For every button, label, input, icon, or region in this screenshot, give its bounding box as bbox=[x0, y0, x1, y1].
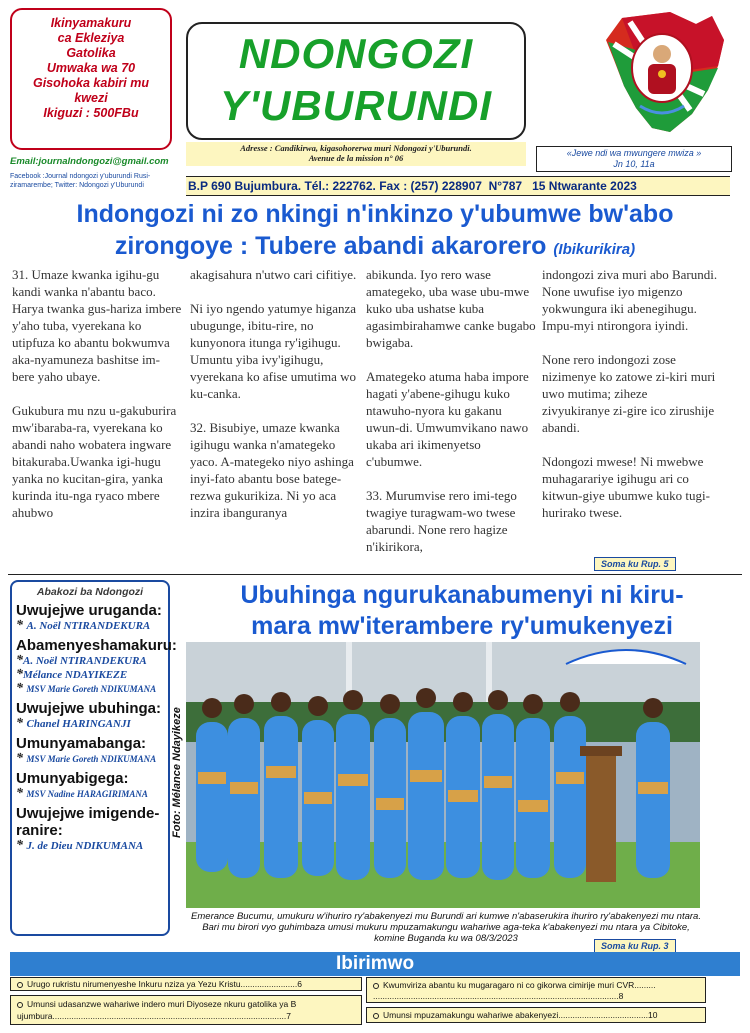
paragraph: 33. Murumvise rero imi-tego twagiye turagwam-wo twese abarundi. None rero hagize n'ikirikora, bbox=[366, 488, 517, 554]
paragraph: None rero indongozi zose nizimenye ko zatowe zi-kiri muri uwo mutima; ziheze zivyukiranye zi-gire ico zirushije abandi. bbox=[542, 352, 716, 435]
staff-role: Umunyabigega: bbox=[16, 770, 129, 787]
price-line: Ikiguzi : 500FBu bbox=[43, 106, 139, 120]
masthead-line-2: Y'UBURUNDI bbox=[220, 82, 492, 129]
address-line: Adresse : Candikirwa, kigasohorerwa muri Ndongozi y'Uburundi. bbox=[240, 143, 472, 153]
social-links: Facebook :Journal ndongozi y'uburundi Rusi-ziramarembe; Twitter: Ndongozi y'Uburundi bbox=[10, 173, 151, 189]
contents-title: Ibirimwo bbox=[335, 953, 415, 974]
paragraph: Ni iyo ngendo yatumye higanza ubugunge, ibitu-rire, no kunyonora itunga ry'igihugu. Umuntu yiba ivy'igihugu, vyerekana ko afise umutima wo ku-canka. bbox=[190, 301, 357, 401]
staff-name: *Mélance NDAYIKEZE bbox=[16, 667, 128, 682]
staff-role: Uwujejwe ubuhinga: bbox=[16, 700, 161, 717]
paragraph: akagisahura n'utwo cari cifitiye. bbox=[190, 267, 357, 282]
event-photo bbox=[186, 642, 700, 908]
info-line: Gisohoka kabiri mu bbox=[32, 76, 149, 90]
paragraph: 32. Bisubiye, umaze kwanka igihugu wanka n'amategeko yaco. A-mategeko niyo ashinga inyi-fato abantu bose batege-rezwa gukurikiza. Ni yo aca inzira ibanguranya bbox=[190, 420, 354, 520]
article-column-3 bbox=[366, 266, 536, 572]
paragraph: Amategeko atuma haba impore hagati y'abene-gihugu kuko ntawuho-nyora ku gakanu uwun-di. Umwumvikano nawo ukaba ari ikimenyetso c'ubumwe. bbox=[366, 369, 529, 469]
photo-caption: Emerance Bucumu, umukuru w'ihuriro ry'abakenyezi mu Burundi ari kumwe n'abaserukira ihuriro ry'abakenyezi mu ntara. Bari mu birori vyo guhimbaza umusi mukuru mpuzamakungu wahariwe aga-teka k'abakenyezi mu ntara ya Cibitoke, komine Buganda ku wa 08/3/2023 bbox=[191, 911, 701, 944]
headline-line: Ubuhinga ngurukanabumenyi ni kiru- bbox=[240, 581, 684, 609]
paragraph: Gukubura mu nzu u-gakuburira mw'ibaraba-ra, vyerekana ko abandi naho wobatera ingware bitakuraba.Uwanka igi-hugu yanka no kucitan-gira, yanka kurinda itu-nga ryaco mbere ahubwo bbox=[12, 403, 177, 520]
verse-quote bbox=[536, 146, 732, 172]
lead-headline[interactable] bbox=[8, 198, 742, 266]
photo-credit-text: Foto: Mélance Ndayikeze bbox=[171, 707, 183, 838]
bullet-icon bbox=[373, 983, 379, 989]
burundi-map-logo bbox=[600, 10, 730, 138]
paragraph: Ndongozi mwese! Ni mwebwe muhagarariye igihugu ari co kitwun-giye ubumwe kuko tugi-hurirako twese. bbox=[542, 454, 710, 520]
paragraph: abikunda. Iyo rero wase amategeko, uba wase ubu-mwe kuko uba ushatse kuba agasimbirahamwe canke bugabo bwigaba. bbox=[366, 267, 536, 350]
staff-role: Umunyamabanga: bbox=[16, 735, 147, 752]
continue-link-p3[interactable]: Soma ku Rup. 3 bbox=[594, 939, 676, 953]
info-line: ca Ekleziya bbox=[57, 31, 125, 45]
paragraph: 31. Umaze kwanka igihu-gu kandi wanka n'abantu baco. Harya twanka gus-hariza imbere y'aho tuba, vyerekana ko utipfuza ko abantu bokwumva aka-nyamuneza bashitse im-bere yaho ubaye. bbox=[12, 267, 182, 384]
staff-name: * MSV Nadine HARAGIRIMANA bbox=[16, 786, 148, 801]
second-headline[interactable] bbox=[184, 580, 740, 642]
staff-role: Abamenyeshamakuru: bbox=[16, 637, 177, 654]
info-line: Umwaka wa 70 bbox=[46, 61, 136, 75]
continued-tag: (Ibikurikira) bbox=[553, 241, 636, 258]
divider bbox=[8, 574, 742, 575]
issue-number: N°787 bbox=[488, 179, 523, 193]
verse-text: «Jewe ndi wa mwungere mwiza » bbox=[566, 148, 702, 158]
verse-reference: Jn 10, 11a bbox=[613, 159, 655, 169]
masthead-line-1: NDONGOZI bbox=[238, 30, 474, 77]
staff-name: * A. Noël NTIRANDEKURA bbox=[16, 618, 151, 633]
headline-line: Indongozi ni zo nkingi n'inkinzo y'ubumwe bw'abo bbox=[76, 200, 674, 228]
headline-line: mara mw'iterambere ry'umukenyezi bbox=[251, 612, 673, 640]
article-column-2 bbox=[190, 266, 360, 538]
contents-item[interactable]: Kwumviriza abantu ku mugaragaro ni co gikorwa cimirije muri CVR......... ........................................................................................................8 bbox=[366, 977, 706, 1003]
contents-item[interactable]: Umunsi udasanzwe wahariwe indero muri Diyoseze nkuru gatolika ya B ujumbura...................................................................................................7 bbox=[10, 995, 362, 1025]
staff-name: *A. Noël NTIRANDEKURA bbox=[16, 653, 147, 668]
info-line: Gatolika bbox=[66, 46, 116, 60]
issue-date: 15 Ntwarante 2023 bbox=[532, 179, 637, 193]
publication-info-box bbox=[10, 8, 172, 150]
email-address[interactable]: Email:journalndongozi@gmail.com bbox=[10, 156, 169, 167]
staff-role: Uwujejwe uruganda: bbox=[16, 602, 162, 619]
info-line: kwezi bbox=[74, 91, 108, 105]
contact-bar bbox=[186, 176, 730, 196]
headline-line: zirongoye : Tubere abandi akarorero bbox=[114, 232, 547, 260]
info-line: Ikinyamakuru bbox=[50, 16, 132, 30]
staff-caption: Abakozi ba Ndongozi bbox=[36, 586, 144, 598]
contact-bp: B.P 690 Bujumbura. Tél.: 222762. Fax : (257) 228907 bbox=[188, 179, 482, 193]
photo-credit bbox=[162, 690, 188, 840]
staff-name: * MSV Marie Goreth NDIKUMANA bbox=[16, 681, 157, 696]
bullet-icon bbox=[17, 1002, 23, 1008]
staff-name: * MSV Marie Goreth NDIKUMANA bbox=[16, 751, 157, 766]
article-column-1 bbox=[12, 266, 182, 538]
staff-name: * J. de Dieu NDIKUMANA bbox=[16, 838, 144, 853]
paragraph: indongozi ziva muri abo Barundi. None uwufise iyo migenzo yokwungura iki abenegihugu. Impu-myi ntirongora iyindi. bbox=[542, 267, 718, 333]
bullet-icon bbox=[17, 982, 23, 988]
bullet-icon bbox=[373, 1013, 379, 1019]
contents-item[interactable]: Urugo rukristu nirumenyeshe Inkuru nziza ya Yezu Kristu........................6 bbox=[10, 977, 362, 991]
staff-role: Uwujejwe imigende-ranire: bbox=[16, 805, 160, 839]
staff-name: * Chanel HARINGANJI bbox=[16, 716, 131, 731]
address-line: Avenue de la mission n° 06 bbox=[308, 153, 404, 163]
continue-link-p5[interactable]: Soma ku Rup. 5 bbox=[594, 557, 676, 571]
masthead bbox=[186, 22, 526, 140]
article-column-4 bbox=[542, 266, 718, 538]
address-band bbox=[186, 142, 526, 166]
contents-item[interactable]: Umunsi mpuzamakungu wahariwe abakenyezi......................................10 bbox=[366, 1007, 706, 1023]
